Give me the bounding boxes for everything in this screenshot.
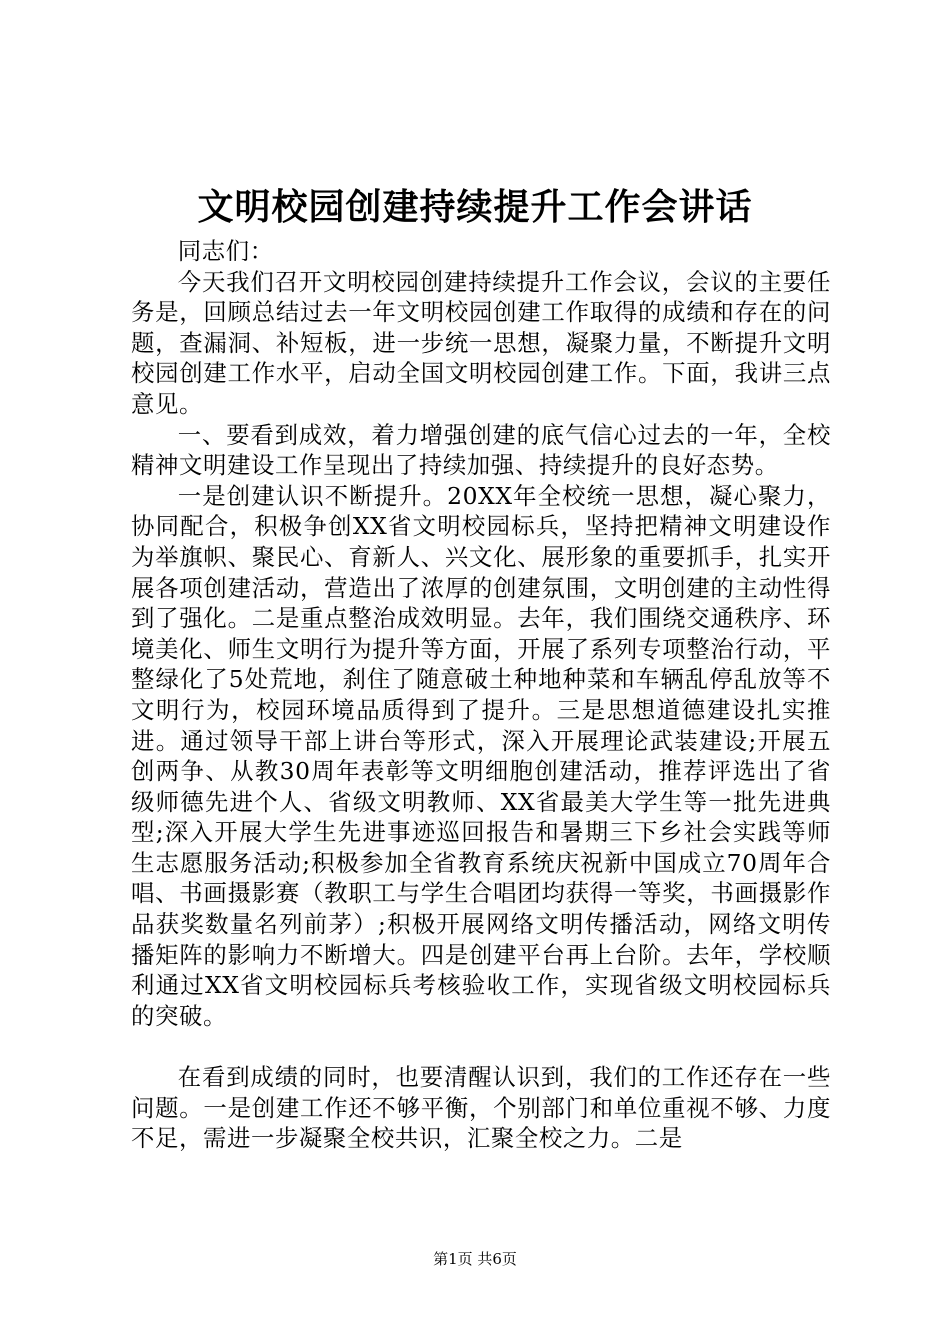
section-one-heading-paragraph: 一、要看到成效，着力增强创建的底气信心过去的一年，全校精神文明建设工作呈现出了持续加强、持续提升的良好态势。 bbox=[131, 420, 831, 480]
problems-paragraph: 在看到成绩的同时，也要清醒认识到，我们的工作还存在一些问题。一是创建工作还不够平衡，个别部门和单位重视不够、力度不足，需进一步凝聚全校共识，汇聚全校之力。二是 bbox=[131, 1063, 831, 1153]
intro-paragraph: 今天我们召开文明校园创建持续提升工作会议，会议的主要任务是，回顾总结过去一年文明校园创建工作取得的成绩和存在的问题，查漏洞、补短板，进一步统一思想，凝聚力量，不断提升文明校园创建工作水平，启动全国文明校园创建工作。下面，我讲三点意见。 bbox=[131, 267, 831, 418]
achievements-paragraph: 一是创建认识不断提升。20XX年全校统一思想，凝心聚力，协同配合，积极争创XX省文明校园标兵，坚持把精神文明建设作为举旗帜、聚民心、育新人、兴文化、展形象的重要抓手，扎实开展各项创建活动，营造出了浓厚的创建氛围，文明创建的主动性得到了强化。二是重点整治成效明显。去年，我们围绕交通秩序、环境美化、师生文明行为提升等方面，开展了系列专项整治行动，平整绿化了5处荒地，刹住了随意破土种地种菜和车辆乱停乱放等不文明行为，校园环境品质得到了提升。三是思想道德建设扎实推进。通过领导干部上讲台等形式，深入开展理论武装建设;开展五创两争、从教30周年表彰等文明细胞创建活动，推荐评选出了省级师德先进个人、省级文明教师、XX省最美大学生等一批先进典型;深入开展大学生先进事迹巡回报告和暑期三下乡社会实践等师生志愿服务活动;积极参加全省教育系统庆祝新中国成立70周年合唱、书画摄影赛（教职工与学生合唱团均获得一等奖，书画摄影作品获奖数量名列前茅）;积极开展网络文明传播活动，网络文明传播矩阵的影响力不断增大。四是创建平台再上台阶。去年，学校顺利通过XX省文明校园标兵考核验收工作，实现省级文明校园标兵的突破。 bbox=[131, 481, 831, 1030]
salutation-paragraph: 同志们： bbox=[177, 237, 274, 265]
document-body bbox=[131, 236, 831, 1154]
page-number-footer: 第1页 共6页 bbox=[433, 1250, 517, 1268]
document-title: 文明校园创建持续提升工作会讲话 bbox=[197, 186, 753, 228]
